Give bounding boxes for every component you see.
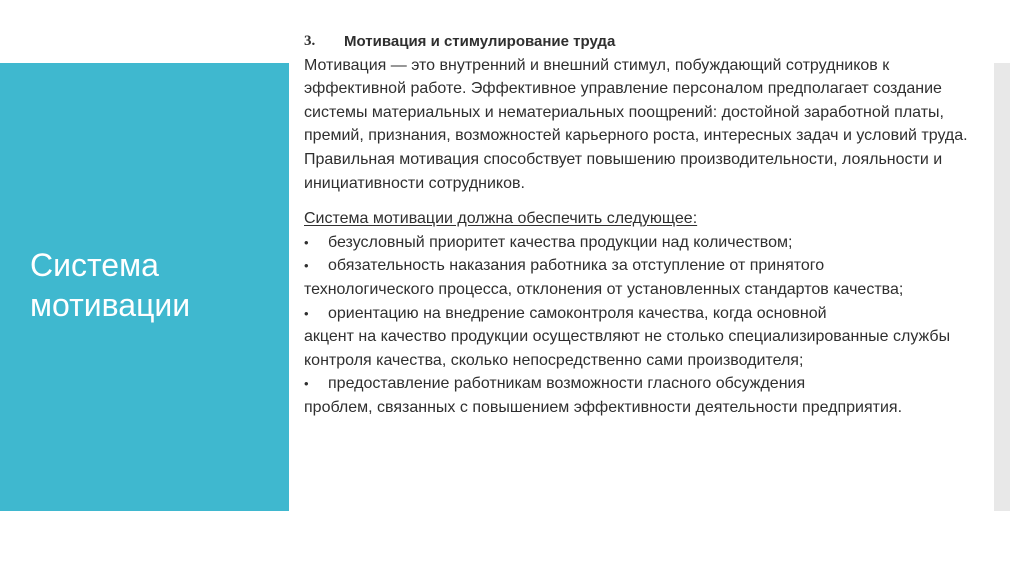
spacer (304, 195, 984, 207)
slide-title: Система мотивации (30, 247, 191, 323)
bullet-icon: • (304, 305, 309, 321)
section-number: 3. (304, 33, 316, 49)
section-heading (304, 30, 984, 54)
list-item-text: обязательность наказания работника за отступление от принятого (328, 257, 825, 275)
bullet-icon: • (304, 234, 309, 250)
intro-paragraph: Мотивация — это внутренний и внешний стимул, побуждающий сотрудников к эффективной работе. Эффективное управление персоналом предполагает создание системы материальных и нематериальных поощрений: достойной заработной платы, премий, признания, возможностей карьерного роста, интересных задач и условий труда. Правильная мотивация способствует повышению производительности, лояльности и инициативности сотрудников. (304, 56, 968, 192)
list-item-continuation: технологического процесса, отклонения от установленных стандартов качества; (304, 280, 904, 298)
scrollbar-track (994, 63, 1010, 511)
list-item (304, 302, 984, 326)
list-item (304, 231, 984, 255)
list-item-continuation: акцент на качество продукции осуществляют не столько специализированные службы контроля качества, сколько непосредственно сами производителя; (304, 328, 951, 369)
section-heading-text: Мотивация и стимулирование труда (344, 33, 616, 50)
list-item-text: ориентацию на внедрение самоконтроля качества, когда основной (328, 304, 827, 322)
list-item-text: предоставление работникам возможности гласного обсуждения (328, 375, 806, 393)
list-subheading: Система мотивации должна обеспечить следующее: (304, 210, 698, 228)
bullet-icon: • (304, 376, 309, 392)
list-item (304, 372, 984, 396)
content-area (304, 30, 984, 420)
list-item-text: безусловный приоритет качества продукции над количеством; (328, 233, 793, 251)
list-item-continuation: проблем, связанных с повышением эффективности деятельности предприятия. (304, 398, 903, 416)
bullet-icon: • (304, 258, 309, 274)
list-item (304, 254, 984, 278)
